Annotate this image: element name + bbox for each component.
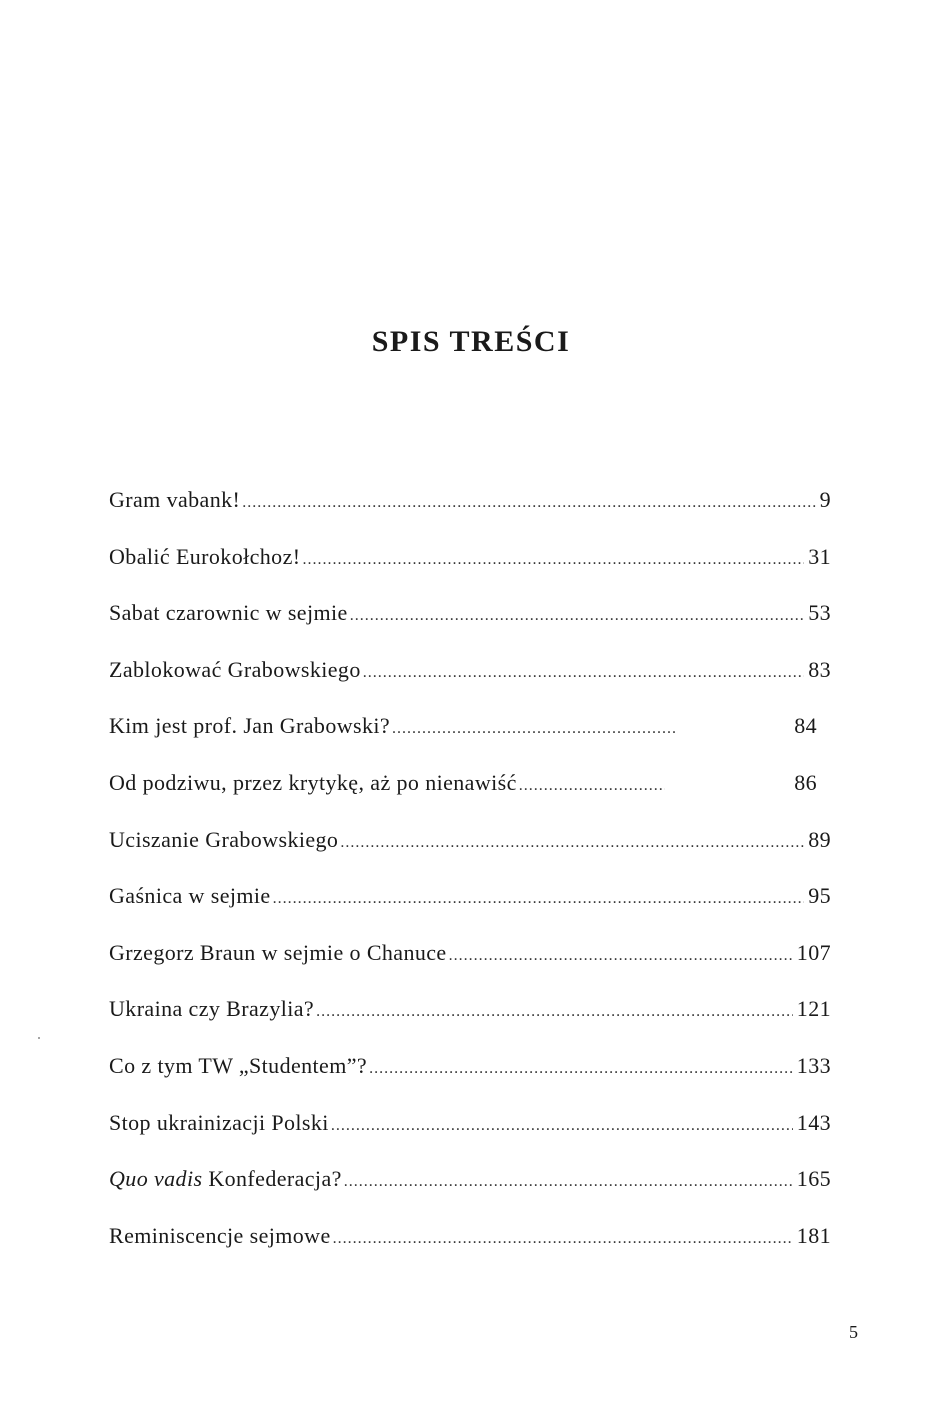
dot-leader xyxy=(331,1117,793,1135)
toc-entry-title xyxy=(109,1166,342,1192)
toc-entry xyxy=(109,883,831,940)
dot-leader xyxy=(392,720,678,738)
toc-entry xyxy=(109,487,831,544)
toc-entry-title: Uciszanie Grabowskiego xyxy=(109,826,339,852)
toc-entry-page: 165 xyxy=(796,1166,831,1192)
toc-entry-page: 143 xyxy=(796,1109,831,1135)
toc-entry-page: 53 xyxy=(808,600,831,626)
dot-leader xyxy=(363,664,804,682)
toc-entry-page: 133 xyxy=(796,1052,831,1078)
toc-entry xyxy=(109,770,831,827)
toc-entry-title: Stop ukrainizacji Polski xyxy=(109,1109,329,1135)
toc-entry-page: 95 xyxy=(808,883,831,909)
dot-leader xyxy=(350,607,805,625)
table-of-contents xyxy=(109,487,831,1279)
toc-entry-title: Ukraina czy Brazylia? xyxy=(109,996,315,1022)
toc-entry-page: 89 xyxy=(808,826,831,852)
dot-leader xyxy=(302,551,804,569)
toc-entry-page: 31 xyxy=(808,543,831,569)
dot-leader xyxy=(340,834,804,852)
toc-entry xyxy=(109,940,831,997)
toc-entry-title: Gram vabank! xyxy=(109,487,241,512)
dot-leader xyxy=(242,494,815,512)
toc-entry-title-rest: Konfederacja? xyxy=(202,1166,342,1192)
toc-entry xyxy=(109,996,831,1053)
toc-entry-title: Zablokować Grabowskiego xyxy=(109,656,361,682)
dot-leader xyxy=(344,1173,793,1191)
scan-speck xyxy=(38,1037,40,1039)
toc-entry xyxy=(109,1110,831,1167)
toc-entry-title: Od podziwu, przez krytykę, aż po nienawiść xyxy=(109,769,517,795)
toc-entry-page: 121 xyxy=(796,996,831,1022)
dot-leader xyxy=(519,777,665,795)
toc-entry-page: 83 xyxy=(808,656,831,682)
toc-entry-page: 84 xyxy=(794,713,817,739)
toc-entry xyxy=(109,600,831,657)
toc-entry-title: Sabat czarownic w sejmie xyxy=(109,600,348,626)
dot-leader xyxy=(316,1003,793,1021)
page-number: 5 xyxy=(849,1322,858,1342)
toc-entry xyxy=(109,657,831,714)
toc-entry-title: Co z tym TW „Studentem”? xyxy=(109,1052,368,1078)
toc-entry-page: 181 xyxy=(796,1222,831,1248)
toc-entry-title: Obalić Eurokołchoz! xyxy=(109,543,301,569)
toc-entry-page: 86 xyxy=(794,769,817,795)
toc-entry-title: Reminiscencje sejmowe xyxy=(109,1222,331,1248)
toc-entry-page: 107 xyxy=(796,939,831,965)
dot-leader xyxy=(449,947,793,965)
dot-leader xyxy=(333,1230,793,1248)
dot-leader xyxy=(369,1060,793,1078)
toc-entry xyxy=(109,544,831,601)
toc-entry-page: 9 xyxy=(819,487,831,512)
page-title: SPIS TREŚCI xyxy=(371,325,571,358)
toc-entry-title: Grzegorz Braun w sejmie o Chanuce xyxy=(109,939,447,965)
dot-leader xyxy=(273,890,805,908)
toc-entry-title-italic: Quo vadis xyxy=(109,1166,203,1192)
toc-entry-title: Gaśnica w sejmie xyxy=(109,883,271,909)
toc-entry xyxy=(109,713,831,770)
toc-entry xyxy=(109,1223,831,1280)
toc-entry xyxy=(109,1053,831,1110)
toc-entry xyxy=(109,1166,831,1223)
toc-entry xyxy=(109,827,831,884)
toc-entry-title: Kim jest prof. Jan Grabowski? xyxy=(109,713,391,739)
